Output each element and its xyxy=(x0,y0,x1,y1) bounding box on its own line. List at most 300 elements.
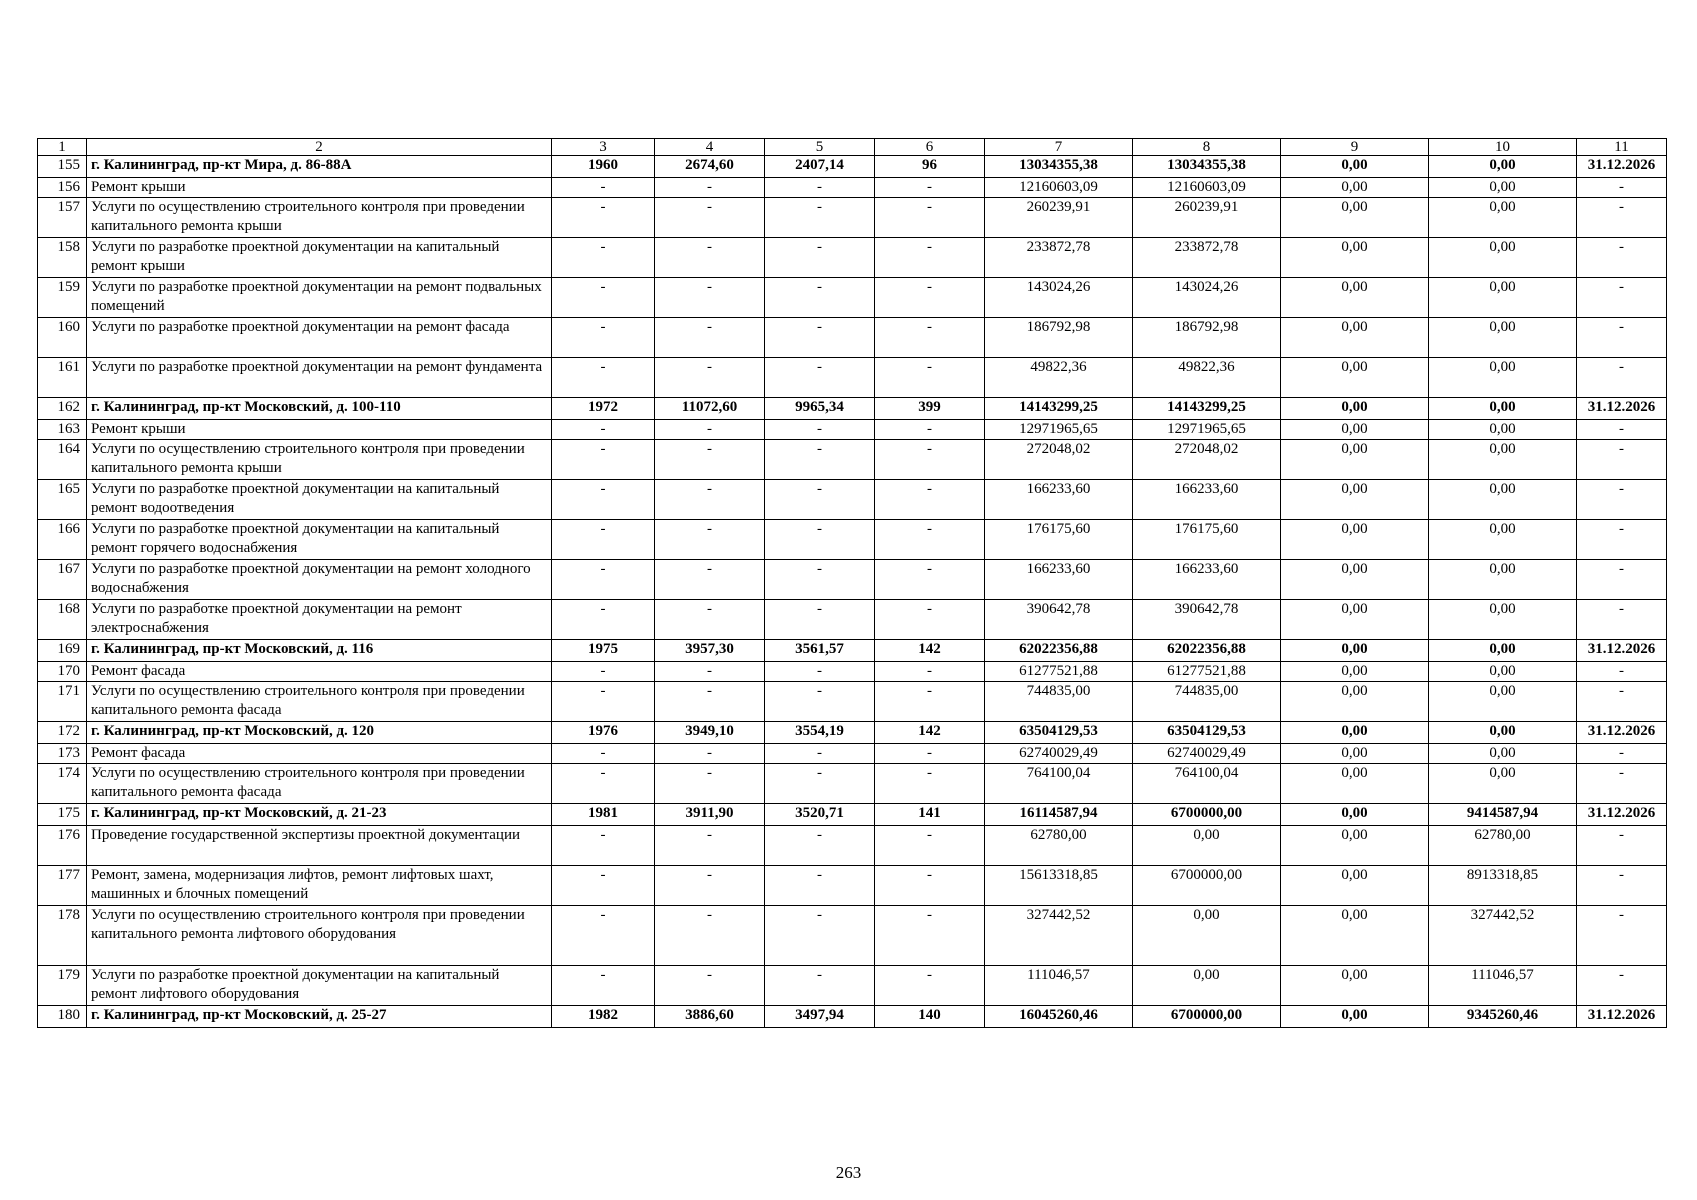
area-total-cell: - xyxy=(655,560,765,600)
item-name-cell: Услуги по разработке проектной документации на ремонт холодного водоснабжения xyxy=(87,560,552,600)
cost-budget-cell: 0,00 xyxy=(1281,744,1429,764)
item-name-cell: Услуги по разработке проектной документации на капитальный ремонт лифтового оборудования xyxy=(87,966,552,1006)
residents-cell: - xyxy=(875,662,985,682)
item-name-cell: Услуги по осуществлению строительного контроля при проведении капитального ремонта фасада xyxy=(87,682,552,722)
residents-cell: - xyxy=(875,358,985,398)
cost-other-cell: 0,00 xyxy=(1429,640,1577,662)
residents-cell: 141 xyxy=(875,804,985,826)
cost-other-cell: 0,00 xyxy=(1429,520,1577,560)
col-header: 7 xyxy=(985,139,1133,156)
cost-total-cell: 61277521,88 xyxy=(985,662,1133,682)
year-cell: - xyxy=(552,178,655,198)
year-cell: 1976 xyxy=(552,722,655,744)
cost-other-cell: 0,00 xyxy=(1429,560,1577,600)
cost-budget-cell: 0,00 xyxy=(1281,662,1429,682)
row-number-cell: 159 xyxy=(38,278,87,318)
work-item-row xyxy=(38,178,1667,198)
residents-cell: 142 xyxy=(875,722,985,744)
area-living-cell: - xyxy=(765,826,875,866)
year-cell: - xyxy=(552,440,655,480)
area-living-cell: - xyxy=(765,178,875,198)
item-name-cell: Ремонт крыши xyxy=(87,420,552,440)
work-item-row xyxy=(38,198,1667,238)
cost-budget-cell: 0,00 xyxy=(1281,866,1429,906)
year-cell: - xyxy=(552,238,655,278)
cost-fund-cell: 390642,78 xyxy=(1133,600,1281,640)
residents-cell: - xyxy=(875,440,985,480)
area-living-cell: - xyxy=(765,440,875,480)
deadline-cell: - xyxy=(1577,278,1667,318)
page-number: 263 xyxy=(835,1163,862,1182)
year-cell: - xyxy=(552,560,655,600)
cost-fund-cell: 12971965,65 xyxy=(1133,420,1281,440)
cost-fund-cell: 0,00 xyxy=(1133,966,1281,1006)
cost-other-cell: 0,00 xyxy=(1429,398,1577,420)
row-number-cell: 177 xyxy=(38,866,87,906)
deadline-cell: 31.12.2026 xyxy=(1577,804,1667,826)
work-item-row xyxy=(38,682,1667,722)
cost-total-cell: 13034355,38 xyxy=(985,156,1133,178)
cost-other-cell: 0,00 xyxy=(1429,156,1577,178)
building-row xyxy=(38,722,1667,744)
item-name-cell: Услуги по разработке проектной документации на ремонт электроснабжения xyxy=(87,600,552,640)
col-header: 2 xyxy=(87,139,552,156)
work-item-row xyxy=(38,358,1667,398)
area-living-cell: - xyxy=(765,744,875,764)
cost-budget-cell: 0,00 xyxy=(1281,682,1429,722)
area-living-cell: - xyxy=(765,560,875,600)
cost-total-cell: 63504129,53 xyxy=(985,722,1133,744)
area-living-cell: - xyxy=(765,238,875,278)
area-living-cell: - xyxy=(765,318,875,358)
row-number-cell: 179 xyxy=(38,966,87,1006)
cost-fund-cell: 166233,60 xyxy=(1133,480,1281,520)
building-row xyxy=(38,640,1667,662)
area-living-cell: 9965,34 xyxy=(765,398,875,420)
area-total-cell: - xyxy=(655,906,765,966)
residents-cell: 140 xyxy=(875,1006,985,1028)
col-header: 11 xyxy=(1577,139,1667,156)
cost-other-cell: 0,00 xyxy=(1429,420,1577,440)
work-item-row xyxy=(38,520,1667,560)
cost-budget-cell: 0,00 xyxy=(1281,906,1429,966)
cost-budget-cell: 0,00 xyxy=(1281,640,1429,662)
area-living-cell: - xyxy=(765,420,875,440)
cost-other-cell: 0,00 xyxy=(1429,440,1577,480)
deadline-cell: - xyxy=(1577,480,1667,520)
year-cell: - xyxy=(552,198,655,238)
cost-other-cell: 8913318,85 xyxy=(1429,866,1577,906)
work-item-row xyxy=(38,906,1667,966)
deadline-cell: - xyxy=(1577,744,1667,764)
cost-fund-cell: 233872,78 xyxy=(1133,238,1281,278)
cost-total-cell: 764100,04 xyxy=(985,764,1133,804)
area-total-cell: - xyxy=(655,318,765,358)
cost-budget-cell: 0,00 xyxy=(1281,156,1429,178)
item-name-cell: Услуги по осуществлению строительного контроля при проведении капитального ремонта лифтового оборудования xyxy=(87,906,552,966)
cost-fund-cell: 6700000,00 xyxy=(1133,1006,1281,1028)
deadline-cell: 31.12.2026 xyxy=(1577,722,1667,744)
row-number-cell: 167 xyxy=(38,560,87,600)
row-number-cell: 172 xyxy=(38,722,87,744)
area-total-cell: - xyxy=(655,600,765,640)
deadline-cell: - xyxy=(1577,560,1667,600)
col-header: 8 xyxy=(1133,139,1281,156)
area-total-cell: - xyxy=(655,744,765,764)
deadline-cell: - xyxy=(1577,906,1667,966)
item-name-cell: Услуги по разработке проектной документации на ремонт фасада xyxy=(87,318,552,358)
cost-fund-cell: 260239,91 xyxy=(1133,198,1281,238)
cost-budget-cell: 0,00 xyxy=(1281,238,1429,278)
residents-cell: - xyxy=(875,744,985,764)
item-name-cell: г. Калининград, пр-кт Московский, д. 116 xyxy=(87,640,552,662)
area-total-cell: - xyxy=(655,826,765,866)
cost-total-cell: 390642,78 xyxy=(985,600,1133,640)
year-cell: - xyxy=(552,520,655,560)
cost-total-cell: 272048,02 xyxy=(985,440,1133,480)
item-name-cell: г. Калининград, пр-кт Московский, д. 120 xyxy=(87,722,552,744)
cost-budget-cell: 0,00 xyxy=(1281,1006,1429,1028)
col-header: 6 xyxy=(875,139,985,156)
area-living-cell: - xyxy=(765,682,875,722)
residents-cell: - xyxy=(875,420,985,440)
cost-total-cell: 744835,00 xyxy=(985,682,1133,722)
row-number-cell: 174 xyxy=(38,764,87,804)
item-name-cell: Услуги по разработке проектной документации на капитальный ремонт водоотведения xyxy=(87,480,552,520)
item-name-cell: г. Калининград, пр-кт Московский, д. 21-23 xyxy=(87,804,552,826)
cost-budget-cell: 0,00 xyxy=(1281,520,1429,560)
deadline-cell: - xyxy=(1577,600,1667,640)
year-cell: - xyxy=(552,358,655,398)
cost-total-cell: 12160603,09 xyxy=(985,178,1133,198)
area-living-cell: - xyxy=(765,600,875,640)
year-cell: - xyxy=(552,420,655,440)
work-item-row xyxy=(38,662,1667,682)
cost-other-cell: 0,00 xyxy=(1429,480,1577,520)
cost-other-cell: 9414587,94 xyxy=(1429,804,1577,826)
area-total-cell: - xyxy=(655,358,765,398)
residents-cell: - xyxy=(875,966,985,1006)
area-living-cell: - xyxy=(765,966,875,1006)
cost-total-cell: 12971965,65 xyxy=(985,420,1133,440)
building-row xyxy=(38,398,1667,420)
deadline-cell: - xyxy=(1577,520,1667,560)
residents-cell: 96 xyxy=(875,156,985,178)
residents-cell: - xyxy=(875,682,985,722)
cost-fund-cell: 186792,98 xyxy=(1133,318,1281,358)
cost-fund-cell: 272048,02 xyxy=(1133,440,1281,480)
year-cell: 1975 xyxy=(552,640,655,662)
row-number-cell: 165 xyxy=(38,480,87,520)
residents-cell: - xyxy=(875,178,985,198)
area-total-cell: 2674,60 xyxy=(655,156,765,178)
residents-cell: - xyxy=(875,826,985,866)
row-number-cell: 161 xyxy=(38,358,87,398)
area-living-cell: 3497,94 xyxy=(765,1006,875,1028)
area-total-cell: - xyxy=(655,278,765,318)
cost-total-cell: 14143299,25 xyxy=(985,398,1133,420)
work-item-row xyxy=(38,826,1667,866)
area-total-cell: - xyxy=(655,178,765,198)
item-name-cell: г. Калининград, пр-кт Московский, д. 100-110 xyxy=(87,398,552,420)
work-item-row xyxy=(38,966,1667,1006)
residents-cell: - xyxy=(875,600,985,640)
area-total-cell: - xyxy=(655,238,765,278)
work-item-row xyxy=(38,764,1667,804)
residents-cell: - xyxy=(875,764,985,804)
deadline-cell: - xyxy=(1577,866,1667,906)
year-cell: - xyxy=(552,278,655,318)
deadline-cell: - xyxy=(1577,420,1667,440)
cost-other-cell: 111046,57 xyxy=(1429,966,1577,1006)
cost-fund-cell: 143024,26 xyxy=(1133,278,1281,318)
col-header: 1 xyxy=(38,139,87,156)
item-name-cell: г. Калининград, пр-кт Мира, д. 86-88А xyxy=(87,156,552,178)
year-cell: - xyxy=(552,966,655,1006)
cost-total-cell: 327442,52 xyxy=(985,906,1133,966)
cost-budget-cell: 0,00 xyxy=(1281,398,1429,420)
cost-fund-cell: 176175,60 xyxy=(1133,520,1281,560)
row-number-cell: 162 xyxy=(38,398,87,420)
row-number-cell: 166 xyxy=(38,520,87,560)
col-header: 5 xyxy=(765,139,875,156)
cost-total-cell: 166233,60 xyxy=(985,560,1133,600)
col-header: 9 xyxy=(1281,139,1429,156)
area-total-cell: - xyxy=(655,440,765,480)
building-row xyxy=(38,804,1667,826)
cost-other-cell: 0,00 xyxy=(1429,764,1577,804)
capital-repair-table xyxy=(37,138,1667,1028)
row-number-cell: 180 xyxy=(38,1006,87,1028)
cost-fund-cell: 6700000,00 xyxy=(1133,866,1281,906)
year-cell: - xyxy=(552,662,655,682)
row-number-cell: 170 xyxy=(38,662,87,682)
cost-budget-cell: 0,00 xyxy=(1281,966,1429,1006)
row-number-cell: 157 xyxy=(38,198,87,238)
cost-other-cell: 0,00 xyxy=(1429,238,1577,278)
cost-other-cell: 0,00 xyxy=(1429,744,1577,764)
year-cell: 1960 xyxy=(552,156,655,178)
cost-total-cell: 111046,57 xyxy=(985,966,1133,1006)
deadline-cell: - xyxy=(1577,682,1667,722)
cost-total-cell: 16114587,94 xyxy=(985,804,1133,826)
deadline-cell: - xyxy=(1577,358,1667,398)
area-living-cell: - xyxy=(765,764,875,804)
residents-cell: - xyxy=(875,906,985,966)
cost-total-cell: 62740029,49 xyxy=(985,744,1133,764)
deadline-cell: - xyxy=(1577,662,1667,682)
cost-other-cell: 0,00 xyxy=(1429,318,1577,358)
area-total-cell: - xyxy=(655,198,765,238)
row-number-cell: 155 xyxy=(38,156,87,178)
cost-total-cell: 16045260,46 xyxy=(985,1006,1133,1028)
cost-other-cell: 0,00 xyxy=(1429,198,1577,238)
deadline-cell: - xyxy=(1577,178,1667,198)
area-living-cell: - xyxy=(765,278,875,318)
deadline-cell: 31.12.2026 xyxy=(1577,640,1667,662)
cost-fund-cell: 62022356,88 xyxy=(1133,640,1281,662)
residents-cell: - xyxy=(875,866,985,906)
residents-cell: - xyxy=(875,198,985,238)
cost-fund-cell: 62740029,49 xyxy=(1133,744,1281,764)
area-total-cell: - xyxy=(655,764,765,804)
year-cell: - xyxy=(552,764,655,804)
year-cell: - xyxy=(552,682,655,722)
residents-cell: - xyxy=(875,318,985,358)
col-header: 4 xyxy=(655,139,765,156)
cost-total-cell: 62780,00 xyxy=(985,826,1133,866)
row-number-cell: 169 xyxy=(38,640,87,662)
area-total-cell: - xyxy=(655,682,765,722)
residents-cell: - xyxy=(875,238,985,278)
cost-other-cell: 0,00 xyxy=(1429,682,1577,722)
cost-fund-cell: 13034355,38 xyxy=(1133,156,1281,178)
area-total-cell: 3886,60 xyxy=(655,1006,765,1028)
cost-other-cell: 0,00 xyxy=(1429,600,1577,640)
area-living-cell: 2407,14 xyxy=(765,156,875,178)
area-total-cell: - xyxy=(655,480,765,520)
cost-other-cell: 0,00 xyxy=(1429,358,1577,398)
item-name-cell: Ремонт фасада xyxy=(87,744,552,764)
item-name-cell: Ремонт фасада xyxy=(87,662,552,682)
cost-fund-cell: 0,00 xyxy=(1133,826,1281,866)
deadline-cell: 31.12.2026 xyxy=(1577,156,1667,178)
cost-fund-cell: 764100,04 xyxy=(1133,764,1281,804)
year-cell: - xyxy=(552,744,655,764)
item-name-cell: Проведение государственной экспертизы проектной документации xyxy=(87,826,552,866)
cost-budget-cell: 0,00 xyxy=(1281,722,1429,744)
cost-budget-cell: 0,00 xyxy=(1281,198,1429,238)
item-name-cell: Услуги по осуществлению строительного контроля при проведении капитального ремонта фасада xyxy=(87,764,552,804)
cost-fund-cell: 14143299,25 xyxy=(1133,398,1281,420)
cost-budget-cell: 0,00 xyxy=(1281,420,1429,440)
deadline-cell: - xyxy=(1577,764,1667,804)
cost-budget-cell: 0,00 xyxy=(1281,178,1429,198)
cost-total-cell: 143024,26 xyxy=(985,278,1133,318)
residents-cell: 399 xyxy=(875,398,985,420)
cost-fund-cell: 49822,36 xyxy=(1133,358,1281,398)
cost-other-cell: 0,00 xyxy=(1429,178,1577,198)
cost-fund-cell: 61277521,88 xyxy=(1133,662,1281,682)
work-item-row xyxy=(38,278,1667,318)
row-number-cell: 158 xyxy=(38,238,87,278)
area-total-cell: - xyxy=(655,866,765,906)
area-living-cell: - xyxy=(765,906,875,966)
area-living-cell: - xyxy=(765,866,875,906)
cost-fund-cell: 6700000,00 xyxy=(1133,804,1281,826)
cost-fund-cell: 63504129,53 xyxy=(1133,722,1281,744)
deadline-cell: - xyxy=(1577,966,1667,1006)
area-living-cell: - xyxy=(765,662,875,682)
col-header: 3 xyxy=(552,139,655,156)
row-number-cell: 173 xyxy=(38,744,87,764)
item-name-cell: Услуги по осуществлению строительного контроля при проведении капитального ремонта крыши xyxy=(87,198,552,238)
work-item-row xyxy=(38,560,1667,600)
item-name-cell: Услуги по осуществлению строительного контроля при проведении капитального ремонта крыши xyxy=(87,440,552,480)
work-item-row xyxy=(38,318,1667,358)
row-number-cell: 176 xyxy=(38,826,87,866)
cost-other-cell: 0,00 xyxy=(1429,278,1577,318)
row-number-cell: 178 xyxy=(38,906,87,966)
year-cell: 1972 xyxy=(552,398,655,420)
cost-budget-cell: 0,00 xyxy=(1281,600,1429,640)
item-name-cell: Ремонт, замена, модернизация лифтов, ремонт лифтовых шахт, машинных и блочных помещений xyxy=(87,866,552,906)
item-name-cell: Услуги по разработке проектной документации на капитальный ремонт крыши xyxy=(87,238,552,278)
cost-other-cell: 9345260,46 xyxy=(1429,1006,1577,1028)
area-total-cell: 3949,10 xyxy=(655,722,765,744)
deadline-cell: - xyxy=(1577,198,1667,238)
cost-fund-cell: 166233,60 xyxy=(1133,560,1281,600)
deadline-cell: 31.12.2026 xyxy=(1577,1006,1667,1028)
area-living-cell: 3520,71 xyxy=(765,804,875,826)
area-total-cell: - xyxy=(655,420,765,440)
work-item-row xyxy=(38,866,1667,906)
work-item-row xyxy=(38,600,1667,640)
cost-other-cell: 0,00 xyxy=(1429,722,1577,744)
work-item-row xyxy=(38,420,1667,440)
cost-fund-cell: 0,00 xyxy=(1133,906,1281,966)
row-number-cell: 163 xyxy=(38,420,87,440)
row-number-cell: 171 xyxy=(38,682,87,722)
area-living-cell: 3561,57 xyxy=(765,640,875,662)
col-header: 10 xyxy=(1429,139,1577,156)
cost-total-cell: 176175,60 xyxy=(985,520,1133,560)
area-living-cell: 3554,19 xyxy=(765,722,875,744)
year-cell: - xyxy=(552,826,655,866)
area-total-cell: 11072,60 xyxy=(655,398,765,420)
area-total-cell: - xyxy=(655,520,765,560)
residents-cell: - xyxy=(875,480,985,520)
year-cell: 1982 xyxy=(552,1006,655,1028)
area-total-cell: 3911,90 xyxy=(655,804,765,826)
cost-budget-cell: 0,00 xyxy=(1281,764,1429,804)
deadline-cell: 31.12.2026 xyxy=(1577,398,1667,420)
area-living-cell: - xyxy=(765,198,875,238)
column-number-row xyxy=(38,139,1667,156)
item-name-cell: Услуги по разработке проектной документации на капитальный ремонт горячего водоснабжения xyxy=(87,520,552,560)
item-name-cell: Услуги по разработке проектной документации на ремонт фундамента xyxy=(87,358,552,398)
cost-budget-cell: 0,00 xyxy=(1281,318,1429,358)
cost-budget-cell: 0,00 xyxy=(1281,826,1429,866)
residents-cell: - xyxy=(875,278,985,318)
cost-budget-cell: 0,00 xyxy=(1281,278,1429,318)
cost-total-cell: 186792,98 xyxy=(985,318,1133,358)
area-total-cell: 3957,30 xyxy=(655,640,765,662)
deadline-cell: - xyxy=(1577,826,1667,866)
work-item-row xyxy=(38,238,1667,278)
cost-other-cell: 327442,52 xyxy=(1429,906,1577,966)
building-row xyxy=(38,1006,1667,1028)
residents-cell: 142 xyxy=(875,640,985,662)
work-item-row xyxy=(38,480,1667,520)
area-living-cell: - xyxy=(765,520,875,560)
area-total-cell: - xyxy=(655,662,765,682)
deadline-cell: - xyxy=(1577,238,1667,278)
cost-total-cell: 260239,91 xyxy=(985,198,1133,238)
cost-total-cell: 49822,36 xyxy=(985,358,1133,398)
year-cell: 1981 xyxy=(552,804,655,826)
cost-budget-cell: 0,00 xyxy=(1281,560,1429,600)
year-cell: - xyxy=(552,318,655,358)
row-number-cell: 164 xyxy=(38,440,87,480)
year-cell: - xyxy=(552,866,655,906)
cost-fund-cell: 744835,00 xyxy=(1133,682,1281,722)
cost-fund-cell: 12160603,09 xyxy=(1133,178,1281,198)
cost-budget-cell: 0,00 xyxy=(1281,804,1429,826)
cost-budget-cell: 0,00 xyxy=(1281,358,1429,398)
year-cell: - xyxy=(552,906,655,966)
row-number-cell: 175 xyxy=(38,804,87,826)
